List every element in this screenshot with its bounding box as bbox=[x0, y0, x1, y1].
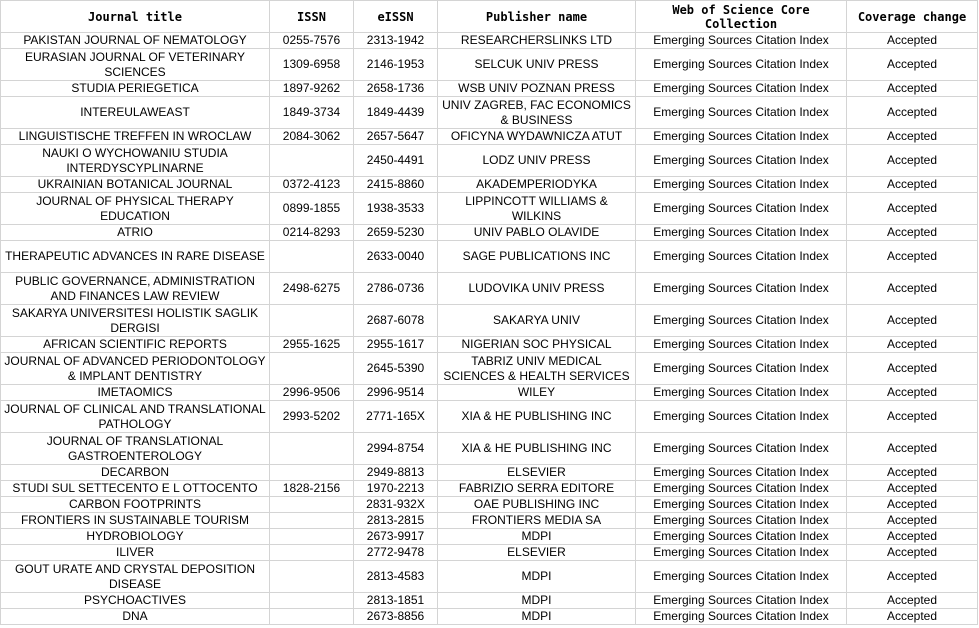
coverage-cell[interactable]: Accepted bbox=[847, 385, 978, 401]
journal-title-cell[interactable]: ILIVER bbox=[1, 545, 270, 561]
table-row bbox=[1, 385, 978, 401]
journal-title-cell[interactable]: HYDROBIOLOGY bbox=[1, 529, 270, 545]
wos-cell[interactable]: Emerging Sources Citation Index bbox=[636, 81, 847, 97]
coverage-cell[interactable]: Accepted bbox=[847, 225, 978, 241]
journal-title-cell[interactable]: AFRICAN SCIENTIFIC REPORTS bbox=[1, 337, 270, 353]
wos-cell[interactable]: Emerging Sources Citation Index bbox=[636, 465, 847, 481]
eissn-cell[interactable]: 2771-165X bbox=[354, 401, 438, 433]
journal-title-cell[interactable]: LINGUISTISCHE TREFFEN IN WROCLAW bbox=[1, 129, 270, 145]
wos-cell[interactable]: Emerging Sources Citation Index bbox=[636, 545, 847, 561]
eissn-cell[interactable]: 2772-9478 bbox=[354, 545, 438, 561]
eissn-cell[interactable]: 2673-9917 bbox=[354, 529, 438, 545]
journal-title-cell[interactable]: STUDIA PERIEGETICA bbox=[1, 81, 270, 97]
publisher-cell[interactable]: UNIV ZAGREB, FAC ECONOMICS & BUSINESS bbox=[438, 97, 636, 129]
eissn-cell[interactable]: 2657-5647 bbox=[354, 129, 438, 145]
header-row bbox=[1, 1, 978, 33]
table-row bbox=[1, 177, 978, 193]
coverage-cell[interactable]: Accepted bbox=[847, 433, 978, 465]
eissn-cell[interactable]: 2415-8860 bbox=[354, 177, 438, 193]
publisher-cell[interactable]: MDPI bbox=[438, 609, 636, 625]
issn-cell[interactable] bbox=[270, 561, 354, 593]
publisher-cell[interactable]: FABRIZIO SERRA EDITORE bbox=[438, 481, 636, 497]
issn-cell[interactable] bbox=[270, 465, 354, 481]
journal-title-cell[interactable]: FRONTIERS IN SUSTAINABLE TOURISM bbox=[1, 513, 270, 529]
issn-cell[interactable] bbox=[270, 145, 354, 177]
journal-title-cell[interactable]: PSYCHOACTIVES bbox=[1, 593, 270, 609]
eissn-cell[interactable]: 2955-1617 bbox=[354, 337, 438, 353]
eissn-cell[interactable]: 2813-2815 bbox=[354, 513, 438, 529]
table-row bbox=[1, 33, 978, 49]
publisher-cell[interactable]: NIGERIAN SOC PHYSICAL bbox=[438, 337, 636, 353]
publisher-cell[interactable]: FRONTIERS MEDIA SA bbox=[438, 513, 636, 529]
publisher-cell[interactable]: MDPI bbox=[438, 561, 636, 593]
table-row bbox=[1, 97, 978, 129]
eissn-cell[interactable]: 2659-5230 bbox=[354, 225, 438, 241]
eissn-cell[interactable]: 2994-8754 bbox=[354, 433, 438, 465]
wos-cell[interactable]: Emerging Sources Citation Index bbox=[636, 593, 847, 609]
journal-title-cell[interactable]: JOURNAL OF CLINICAL AND TRANSLATIONAL PATHOLOGY bbox=[1, 401, 270, 433]
issn-cell[interactable]: 1897-9262 bbox=[270, 81, 354, 97]
coverage-cell[interactable]: Accepted bbox=[847, 193, 978, 225]
eissn-cell[interactable]: 2831-932X bbox=[354, 497, 438, 513]
publisher-cell[interactable]: LODZ UNIV PRESS bbox=[438, 145, 636, 177]
issn-cell[interactable]: 0255-7576 bbox=[270, 33, 354, 49]
coverage-cell[interactable]: Accepted bbox=[847, 529, 978, 545]
coverage-cell[interactable]: Accepted bbox=[847, 97, 978, 129]
column-header-issn[interactable]: ISSN bbox=[270, 1, 354, 33]
journal-title-cell[interactable]: EURASIAN JOURNAL OF VETERINARY SCIENCES bbox=[1, 49, 270, 81]
column-header-publisher[interactable]: Publisher name bbox=[438, 1, 636, 33]
journal-title-cell[interactable]: DECARBON bbox=[1, 465, 270, 481]
issn-cell[interactable] bbox=[270, 529, 354, 545]
journal-title-cell[interactable]: SAKARYA UNIVERSITESI HOLISTIK SAGLIK DERGISI bbox=[1, 305, 270, 337]
coverage-cell[interactable]: Accepted bbox=[847, 545, 978, 561]
journal-title-cell[interactable]: NAUKI O WYCHOWANIU STUDIA INTERDYSCYPLINARNE bbox=[1, 145, 270, 177]
wos-cell[interactable]: Emerging Sources Citation Index bbox=[636, 225, 847, 241]
eissn-cell[interactable]: 2949-8813 bbox=[354, 465, 438, 481]
wos-cell[interactable]: Emerging Sources Citation Index bbox=[636, 145, 847, 177]
table-row bbox=[1, 129, 978, 145]
coverage-cell[interactable]: Accepted bbox=[847, 177, 978, 193]
table-row bbox=[1, 193, 978, 225]
issn-cell[interactable] bbox=[270, 545, 354, 561]
eissn-cell[interactable]: 2786-0736 bbox=[354, 273, 438, 305]
table-row bbox=[1, 145, 978, 177]
column-header-coverage[interactable]: Coverage change bbox=[847, 1, 978, 33]
table-row bbox=[1, 81, 978, 97]
publisher-cell[interactable]: WILEY bbox=[438, 385, 636, 401]
issn-cell[interactable] bbox=[270, 609, 354, 625]
issn-cell[interactable]: 2498-6275 bbox=[270, 273, 354, 305]
table-row bbox=[1, 337, 978, 353]
eissn-cell[interactable]: 1849-4439 bbox=[354, 97, 438, 129]
table-row bbox=[1, 481, 978, 497]
wos-cell[interactable]: Emerging Sources Citation Index bbox=[636, 401, 847, 433]
wos-cell[interactable]: Emerging Sources Citation Index bbox=[636, 433, 847, 465]
publisher-cell[interactable]: MDPI bbox=[438, 593, 636, 609]
coverage-cell[interactable]: Accepted bbox=[847, 593, 978, 609]
journal-title-cell[interactable]: JOURNAL OF TRANSLATIONAL GASTROENTEROLOGY bbox=[1, 433, 270, 465]
coverage-cell[interactable]: Accepted bbox=[847, 305, 978, 337]
wos-cell[interactable]: Emerging Sources Citation Index bbox=[636, 193, 847, 225]
journal-title-cell[interactable]: GOUT URATE AND CRYSTAL DEPOSITION DISEASE bbox=[1, 561, 270, 593]
eissn-cell[interactable]: 2450-4491 bbox=[354, 145, 438, 177]
coverage-cell[interactable]: Accepted bbox=[847, 81, 978, 97]
journal-title-cell[interactable]: STUDI SUL SETTECENTO E L OTTOCENTO bbox=[1, 481, 270, 497]
journal-title-cell[interactable]: DNA bbox=[1, 609, 270, 625]
publisher-cell[interactable]: SAKARYA UNIV bbox=[438, 305, 636, 337]
eissn-cell[interactable]: 2146-1953 bbox=[354, 49, 438, 81]
column-header-eissn[interactable]: eISSN bbox=[354, 1, 438, 33]
eissn-cell[interactable]: 1938-3533 bbox=[354, 193, 438, 225]
table-row bbox=[1, 273, 978, 305]
eissn-cell[interactable]: 2633-0040 bbox=[354, 241, 438, 273]
eissn-cell[interactable]: 2813-1851 bbox=[354, 593, 438, 609]
wos-cell[interactable]: Emerging Sources Citation Index bbox=[636, 241, 847, 273]
wos-cell[interactable]: Emerging Sources Citation Index bbox=[636, 49, 847, 81]
wos-cell[interactable]: Emerging Sources Citation Index bbox=[636, 97, 847, 129]
issn-cell[interactable] bbox=[270, 497, 354, 513]
wos-cell[interactable]: Emerging Sources Citation Index bbox=[636, 353, 847, 385]
wos-cell[interactable]: Emerging Sources Citation Index bbox=[636, 385, 847, 401]
table-row bbox=[1, 545, 978, 561]
publisher-cell[interactable]: OAE PUBLISHING INC bbox=[438, 497, 636, 513]
journal-title-cell[interactable]: UKRAINIAN BOTANICAL JOURNAL bbox=[1, 177, 270, 193]
table-row bbox=[1, 561, 978, 593]
coverage-cell[interactable]: Accepted bbox=[847, 481, 978, 497]
publisher-cell[interactable]: MDPI bbox=[438, 529, 636, 545]
table-row bbox=[1, 609, 978, 625]
coverage-cell[interactable]: Accepted bbox=[847, 561, 978, 593]
wos-cell[interactable]: Emerging Sources Citation Index bbox=[636, 529, 847, 545]
wos-cell[interactable]: Emerging Sources Citation Index bbox=[636, 129, 847, 145]
issn-cell[interactable]: 0899-1855 bbox=[270, 193, 354, 225]
wos-cell[interactable]: Emerging Sources Citation Index bbox=[636, 561, 847, 593]
issn-cell[interactable]: 1849-3734 bbox=[270, 97, 354, 129]
coverage-cell[interactable]: Accepted bbox=[847, 609, 978, 625]
coverage-cell[interactable]: Accepted bbox=[847, 497, 978, 513]
publisher-cell[interactable]: ELSEVIER bbox=[438, 465, 636, 481]
issn-cell[interactable]: 2993-5202 bbox=[270, 401, 354, 433]
table-row bbox=[1, 497, 978, 513]
journal-title-cell[interactable]: PAKISTAN JOURNAL OF NEMATOLOGY bbox=[1, 33, 270, 49]
issn-cell[interactable] bbox=[270, 593, 354, 609]
issn-cell[interactable]: 2996-9506 bbox=[270, 385, 354, 401]
coverage-cell[interactable]: Accepted bbox=[847, 337, 978, 353]
issn-cell[interactable] bbox=[270, 241, 354, 273]
column-header-journal-title[interactable]: Journal title bbox=[1, 1, 270, 33]
publisher-cell[interactable]: WSB UNIV POZNAN PRESS bbox=[438, 81, 636, 97]
wos-cell[interactable]: Emerging Sources Citation Index bbox=[636, 33, 847, 49]
wos-cell[interactable]: Emerging Sources Citation Index bbox=[636, 609, 847, 625]
eissn-cell[interactable]: 2658-1736 bbox=[354, 81, 438, 97]
publisher-cell[interactable]: RESEARCHERSLINKS LTD bbox=[438, 33, 636, 49]
table-row bbox=[1, 433, 978, 465]
table-row bbox=[1, 465, 978, 481]
issn-cell[interactable] bbox=[270, 513, 354, 529]
publisher-cell[interactable]: TABRIZ UNIV MEDICAL SCIENCES & HEALTH SERVICES bbox=[438, 353, 636, 385]
table-row bbox=[1, 529, 978, 545]
coverage-cell[interactable]: Accepted bbox=[847, 401, 978, 433]
issn-cell[interactable]: 2084-3062 bbox=[270, 129, 354, 145]
wos-cell[interactable]: Emerging Sources Citation Index bbox=[636, 481, 847, 497]
eissn-cell[interactable]: 2813-4583 bbox=[354, 561, 438, 593]
publisher-cell[interactable]: LIPPINCOTT WILLIAMS & WILKINS bbox=[438, 193, 636, 225]
publisher-cell[interactable]: AKADEMPERIODYKA bbox=[438, 177, 636, 193]
table-row bbox=[1, 305, 978, 337]
table-row bbox=[1, 241, 978, 273]
issn-cell[interactable]: 2955-1625 bbox=[270, 337, 354, 353]
journal-title-cell[interactable]: PUBLIC GOVERNANCE, ADMINISTRATION AND FINANCES LAW REVIEW bbox=[1, 273, 270, 305]
wos-cell[interactable]: Emerging Sources Citation Index bbox=[636, 273, 847, 305]
table-row bbox=[1, 49, 978, 81]
eissn-cell[interactable]: 1970-2213 bbox=[354, 481, 438, 497]
issn-cell[interactable] bbox=[270, 353, 354, 385]
issn-cell[interactable]: 0214-8293 bbox=[270, 225, 354, 241]
wos-cell[interactable]: Emerging Sources Citation Index bbox=[636, 337, 847, 353]
wos-cell[interactable]: Emerging Sources Citation Index bbox=[636, 497, 847, 513]
table-row bbox=[1, 353, 978, 385]
table-row bbox=[1, 401, 978, 433]
table-row bbox=[1, 225, 978, 241]
coverage-cell[interactable]: Accepted bbox=[847, 33, 978, 49]
journal-title-cell[interactable]: JOURNAL OF PHYSICAL THERAPY EDUCATION bbox=[1, 193, 270, 225]
coverage-cell[interactable]: Accepted bbox=[847, 273, 978, 305]
journal-title-cell[interactable]: JOURNAL OF ADVANCED PERIODONTOLOGY & IMPLANT DENTISTRY bbox=[1, 353, 270, 385]
wos-cell[interactable]: Emerging Sources Citation Index bbox=[636, 177, 847, 193]
table-row bbox=[1, 513, 978, 529]
publisher-cell[interactable]: XIA & HE PUBLISHING INC bbox=[438, 433, 636, 465]
publisher-cell[interactable]: XIA & HE PUBLISHING INC bbox=[438, 401, 636, 433]
coverage-cell[interactable]: Accepted bbox=[847, 241, 978, 273]
eissn-cell[interactable]: 2645-5390 bbox=[354, 353, 438, 385]
coverage-cell[interactable]: Accepted bbox=[847, 129, 978, 145]
journal-title-cell[interactable]: CARBON FOOTPRINTS bbox=[1, 497, 270, 513]
table-row bbox=[1, 593, 978, 609]
column-header-wos[interactable]: Web of Science Core Collection bbox=[636, 1, 847, 33]
coverage-cell[interactable]: Accepted bbox=[847, 49, 978, 81]
publisher-cell[interactable]: OFICYNA WYDAWNICZA ATUT bbox=[438, 129, 636, 145]
issn-cell[interactable]: 0372-4123 bbox=[270, 177, 354, 193]
coverage-cell[interactable]: Accepted bbox=[847, 145, 978, 177]
journal-title-cell[interactable]: IMETAOMICS bbox=[1, 385, 270, 401]
eissn-cell[interactable]: 2687-6078 bbox=[354, 305, 438, 337]
issn-cell[interactable]: 1309-6958 bbox=[270, 49, 354, 81]
publisher-cell[interactable]: LUDOVIKA UNIV PRESS bbox=[438, 273, 636, 305]
eissn-cell[interactable]: 2996-9514 bbox=[354, 385, 438, 401]
publisher-cell[interactable]: UNIV PABLO OLAVIDE bbox=[438, 225, 636, 241]
publisher-cell[interactable]: ELSEVIER bbox=[438, 545, 636, 561]
eissn-cell[interactable]: 2673-8856 bbox=[354, 609, 438, 625]
journal-title-cell[interactable]: THERAPEUTIC ADVANCES IN RARE DISEASE bbox=[1, 241, 270, 273]
publisher-cell[interactable]: SAGE PUBLICATIONS INC bbox=[438, 241, 636, 273]
wos-cell[interactable]: Emerging Sources Citation Index bbox=[636, 513, 847, 529]
journal-title-cell[interactable]: ATRIO bbox=[1, 225, 270, 241]
issn-cell[interactable] bbox=[270, 305, 354, 337]
issn-cell[interactable] bbox=[270, 433, 354, 465]
publisher-cell[interactable]: SELCUK UNIV PRESS bbox=[438, 49, 636, 81]
coverage-cell[interactable]: Accepted bbox=[847, 465, 978, 481]
coverage-cell[interactable]: Accepted bbox=[847, 353, 978, 385]
eissn-cell[interactable]: 2313-1942 bbox=[354, 33, 438, 49]
wos-cell[interactable]: Emerging Sources Citation Index bbox=[636, 305, 847, 337]
issn-cell[interactable]: 1828-2156 bbox=[270, 481, 354, 497]
journal-title-cell[interactable]: INTEREULAWEAST bbox=[1, 97, 270, 129]
coverage-cell[interactable]: Accepted bbox=[847, 513, 978, 529]
